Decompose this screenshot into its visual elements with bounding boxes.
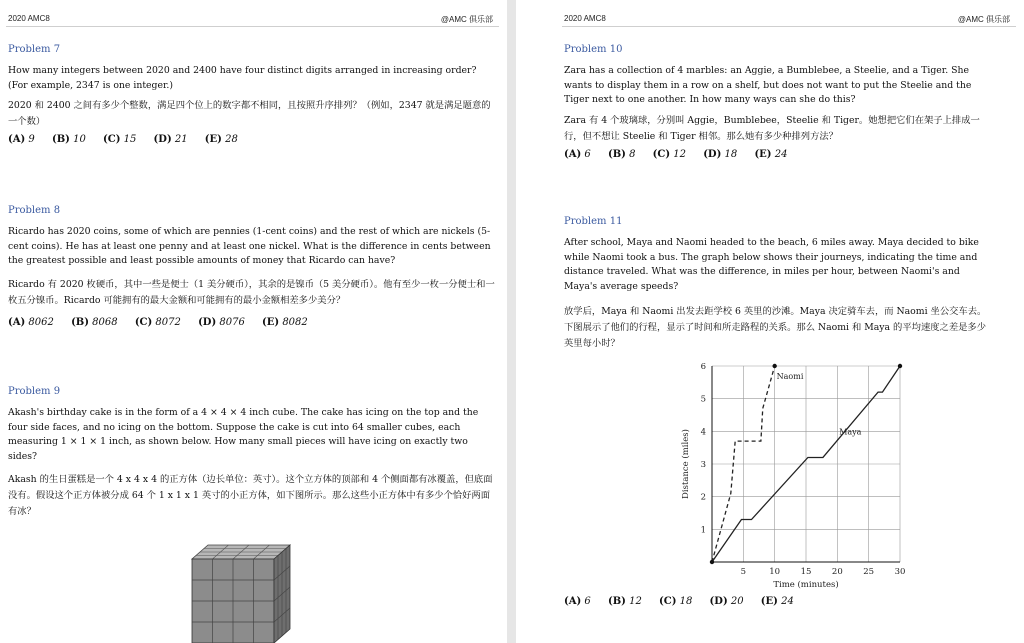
problem-9 xyxy=(8,386,495,524)
y-tick-label: 2 xyxy=(700,492,706,503)
x-tick-label: 10 xyxy=(769,567,781,577)
x-tick-label: 15 xyxy=(800,567,812,577)
cake-cube-figure xyxy=(186,543,298,643)
header-divider xyxy=(6,26,499,27)
x-tick-label: 30 xyxy=(894,567,906,577)
problem-title: Problem 7 xyxy=(8,44,61,55)
choice-b: (B) 12 xyxy=(607,596,642,607)
problem-text-zh: 2020 和 2400 之间有多少个整数，满足四个位上的数字都不相同，且按照升序排列？（例如，2347 就是满足题意的一个数） xyxy=(8,100,491,127)
choice-b: (B) 8068 xyxy=(71,316,118,328)
x-axis-label: Time (minutes) xyxy=(773,580,839,590)
choice-e: (E) 24 xyxy=(754,148,788,160)
choice-c: (C) 18 xyxy=(659,596,693,607)
choice-a: (A) 6 xyxy=(564,596,591,607)
series-label-naomi: Naomi xyxy=(776,372,804,382)
x-tick-label: 25 xyxy=(863,567,875,577)
problem-text-en: Ricardo has 2020 coins, some of which are pennies (1-cent coins) and the rest of which are nickels (5-cent coins). He has at least one penny and at least one nickel. What is the difference in cents between the greatest possible and least possible amounts of money that Ricardo can have? xyxy=(8,226,491,266)
header-title: 2020 AMC8 xyxy=(8,14,50,23)
choice-b: (B) 10 xyxy=(51,134,86,145)
series-end-point-naomi xyxy=(772,364,776,368)
answer-choices xyxy=(564,149,994,160)
y-axis-label: Distance (miles) xyxy=(681,429,691,499)
problem-8 xyxy=(8,205,495,328)
choice-e: (E) 24 xyxy=(760,596,794,607)
choice-e: (E) 28 xyxy=(204,134,238,145)
problem-text-en: How many integers between 2020 and 2400 have four distinct digits arranged in increasing order? (For example, 2347 is one integer.) xyxy=(8,65,477,91)
x-tick-label: 20 xyxy=(831,567,843,577)
choice-a: (A) 8062 xyxy=(8,316,54,328)
problem-10 xyxy=(564,44,994,160)
problem-text-zh: 放学后，Maya 和 Naomi 出发去距学校 6 英里的沙滩。Maya 决定骑车去，而 Naomi 坐公交车去。下图展示了他们的行程，显示了时间和所走路程的关系。那么 Naomi 和 Maya 的平均速度之差是多少英里每小时？ xyxy=(564,306,987,349)
problem-title: Problem 10 xyxy=(564,44,623,55)
answer-choices xyxy=(8,317,495,328)
problem-title: Problem 9 xyxy=(8,386,61,397)
header-title: 2020 AMC8 xyxy=(564,14,606,23)
choice-a: (A) 6 xyxy=(564,148,591,160)
y-tick-label: 3 xyxy=(700,460,706,470)
left-page xyxy=(0,0,507,643)
chart-grid xyxy=(712,366,900,562)
choice-c: (C) 8072 xyxy=(134,316,181,328)
answer-choices xyxy=(8,134,495,145)
choice-c: (C) 15 xyxy=(103,134,137,145)
y-tick-label: 6 xyxy=(700,362,706,372)
origin-point xyxy=(710,560,714,564)
choice-e: (E) 8082 xyxy=(262,316,308,328)
choice-b: (B) 8 xyxy=(607,148,636,160)
y-tick-label: 4 xyxy=(700,427,706,438)
header-source: @AMC 俱乐部 xyxy=(440,15,493,24)
chart-labels xyxy=(680,362,905,590)
problem-text-en: Zara has a collection of 4 marbles: an Aggie, a Bumblebee, a Steelie, and a Tiger. She wants to display them in a row on a shelf, but does not want to put the Steelie and the Tiger next to one another. In how many ways can she do this? xyxy=(564,65,972,105)
problem-text-zh: Ricardo 有 2020 枚硬币，其中一些是便士（1 美分硬币），其余的是镍币（5 美分硬币）。他有至少一枚一分便士和一枚五分镍币。Ricardo 可能拥有的最大金额和可能拥有的最小金额相差多少美分？ xyxy=(8,278,495,306)
header-divider xyxy=(562,26,1016,27)
choice-d: (D) 21 xyxy=(153,134,188,145)
choice-d: (D) 8076 xyxy=(198,316,245,328)
choice-d: (D) 20 xyxy=(709,596,744,607)
y-tick-label: 5 xyxy=(700,394,706,405)
distance-time-chart xyxy=(676,356,916,590)
problem-text-zh: Akash 的生日蛋糕是一个 4 x 4 x 4 的正方体（边长单位：英寸）。这个立方体的顶部和 4 个侧面都有冰覆盖，但底面没有。假设这个正方体被分成 64 个 1 x 1 x 1 英寸的小正方体，如下图所示。那么这些小正方体中有多少个恰好两面有冰？ xyxy=(8,474,493,517)
y-tick-label: 1 xyxy=(700,525,706,536)
right-page xyxy=(516,0,1024,643)
choice-d: (D) 18 xyxy=(703,148,738,160)
problem-text-en: Akash's birthday cake is in the form of a 4 × 4 × 4 inch cube. The cake has icing on the top and the four side faces, and no icing on the bottom. Suppose the cake is cut into 64 smaller cubes, each measuring 1 × 1 × 1 inch, as shown below. How many small pieces will have icing on exactly two sides? xyxy=(8,407,479,462)
answer-choices xyxy=(564,596,808,607)
header-source: @AMC 俱乐部 xyxy=(957,15,1010,24)
choice-c: (C) 12 xyxy=(652,148,686,160)
problem-title: Problem 11 xyxy=(564,216,623,227)
problem-title: Problem 8 xyxy=(8,205,61,216)
problem-11 xyxy=(564,216,994,356)
series-label-maya: Maya xyxy=(839,427,862,437)
x-tick-label: 5 xyxy=(740,567,747,577)
series-end-point-maya xyxy=(898,364,902,368)
problem-7 xyxy=(8,44,495,145)
problem-text-zh: Zara 有 4 个玻璃球，分别叫 Aggie，Bumblebee，Steelie 和 Tiger。她想把它们在架子上排成一行，但不想让 Steelie 和 Tiger 相邻。那么她有多少种排列方法？ xyxy=(564,114,980,142)
choice-a: (A) 9 xyxy=(8,134,35,145)
problem-text-en: After school, Maya and Naomi headed to the beach, 6 miles away. Maya decided to bike while Naomi took a bus. The graph below shows their journeys, indicating the time and distance traveled. What was the difference, in miles per hour, between Naomi's and Maya's average speeds? xyxy=(564,237,979,292)
